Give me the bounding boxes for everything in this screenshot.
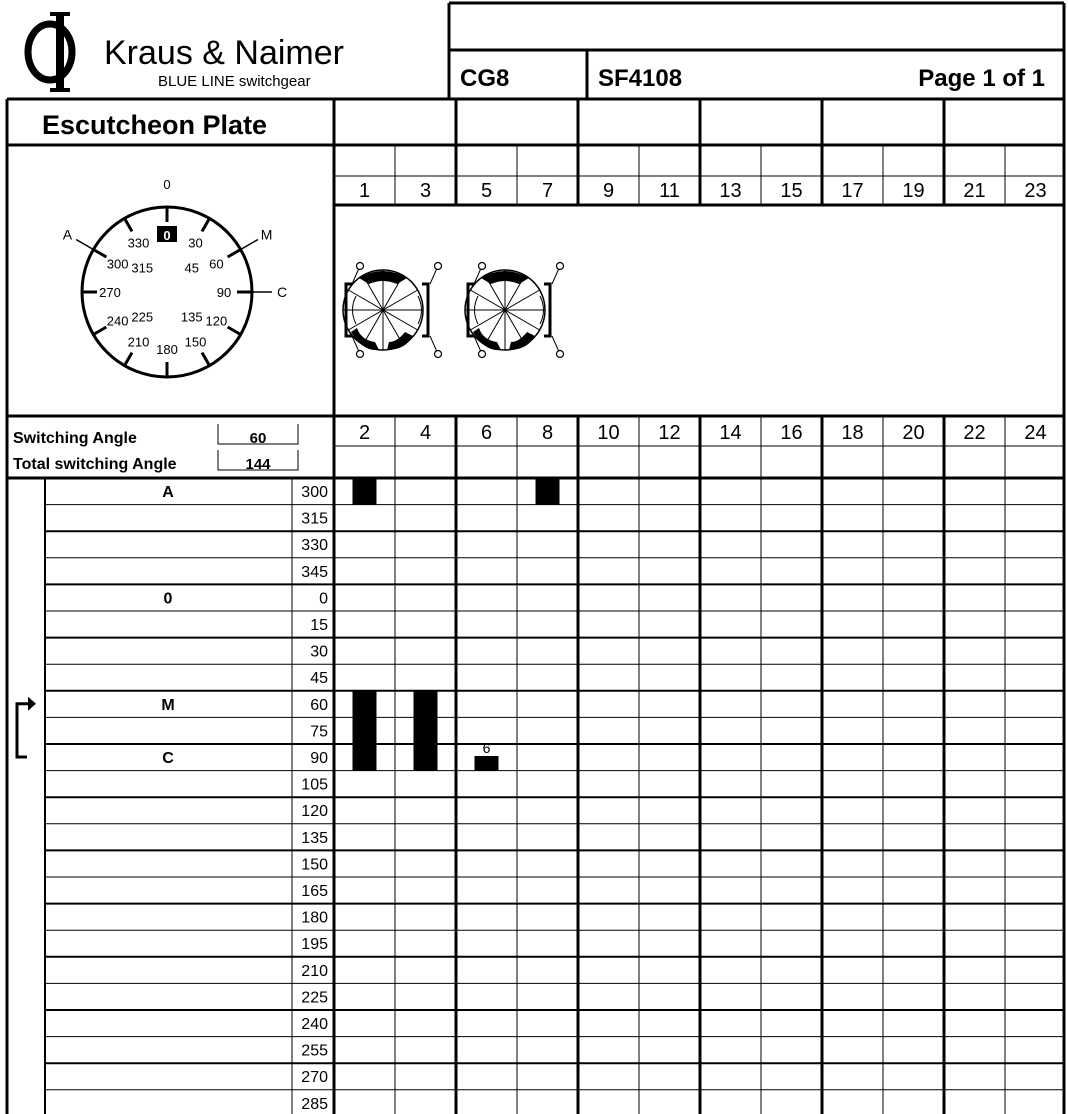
logo-phi-bottom-serif <box>50 88 70 92</box>
logo-phi-stem <box>56 12 64 92</box>
degree-value: 105 <box>301 776 328 794</box>
degree-value: 270 <box>301 1069 328 1087</box>
closed-contact-bar <box>414 691 438 771</box>
degree-value: 345 <box>301 563 328 581</box>
dial-tick <box>125 218 133 231</box>
dial-tick <box>202 353 210 366</box>
closure-label: 6 <box>482 740 491 756</box>
series-label: CG8 <box>460 65 510 92</box>
degree-mark-inner: 315 <box>131 260 154 276</box>
contact-number-top: 23 <box>1024 180 1047 202</box>
terminal <box>435 263 442 270</box>
degree-value: 90 <box>310 750 328 767</box>
terminal <box>479 351 486 358</box>
contact-number-bottom: 2 <box>358 422 371 444</box>
brand-tagline: BLUE LINE switchgear <box>158 73 311 90</box>
total-switching-angle-value: 144 <box>245 456 271 473</box>
brand-name: Kraus & Naimer <box>104 34 344 72</box>
degree-value: 240 <box>301 1016 328 1033</box>
escutcheon-dial <box>63 177 287 377</box>
degree-mark: 60 <box>209 256 224 272</box>
degree-mark: 0 <box>163 228 171 243</box>
position-rows <box>45 484 1064 1113</box>
grid-lines <box>7 3 1064 1114</box>
return-bracket <box>17 704 28 757</box>
dial-tick <box>93 327 106 335</box>
degree-mark-inner: 45 <box>184 260 199 276</box>
degree-mark: 90 <box>216 285 232 300</box>
position-name: M <box>161 696 175 714</box>
closed-contact-bar <box>353 478 377 505</box>
position-label: M <box>260 226 273 243</box>
contact-symbols <box>343 263 564 358</box>
switching-angle-value: 60 <box>249 430 267 447</box>
contact-number-bottom: 12 <box>658 422 681 444</box>
contact-number-bottom: 6 <box>480 422 493 444</box>
degree-value: 0 <box>319 590 328 608</box>
position-label: C <box>276 284 288 300</box>
dial-tick <box>202 218 210 231</box>
contact-numbers <box>359 180 1047 444</box>
dial-tick <box>125 353 133 366</box>
degree-value: 210 <box>301 962 328 980</box>
degree-value: 120 <box>301 803 328 821</box>
logo-phi-top-serif <box>50 12 70 16</box>
degree-value: 15 <box>310 617 328 634</box>
contact-number-bottom: 18 <box>841 422 864 444</box>
terminal <box>557 263 564 270</box>
degree-value: 45 <box>310 670 328 688</box>
page-indicator: Page 1 of 1 <box>918 65 1045 92</box>
degree-value: 75 <box>310 723 328 741</box>
degree-mark: 270 <box>99 285 121 300</box>
contact-number-top: 1 <box>358 180 371 202</box>
return-arrow <box>28 697 36 711</box>
degree-mark: 240 <box>106 313 129 329</box>
contact-number-top: 9 <box>602 180 615 202</box>
degree-value: 300 <box>301 484 328 501</box>
contact-number-top: 15 <box>780 180 803 202</box>
degree-value: 285 <box>301 1095 328 1113</box>
degree-mark-inner: 225 <box>131 309 154 325</box>
dial-tick <box>228 327 241 335</box>
part-number: SF4108 <box>598 65 683 92</box>
terminal <box>479 263 486 270</box>
degree-value: 255 <box>301 1042 328 1060</box>
closed-contact-bar <box>353 691 377 771</box>
contact-number-bottom: 8 <box>541 422 554 444</box>
terminal <box>357 263 364 270</box>
position-name: C <box>162 750 174 767</box>
terminal <box>435 351 442 358</box>
degree-value: 165 <box>301 883 328 900</box>
contact-number-bottom: 14 <box>719 422 742 444</box>
degree-mark: 120 <box>205 313 228 329</box>
switching-angle-label: Switching Angle <box>13 430 137 447</box>
logo-phi-ring <box>28 24 72 80</box>
cam-contact-symbol <box>343 263 442 358</box>
contact-number-top: 7 <box>541 180 554 202</box>
degree-value: 195 <box>301 936 328 954</box>
degree-value: 330 <box>301 537 328 555</box>
closed-contact-bar <box>536 478 560 505</box>
degree-mark-inner: 135 <box>180 309 203 325</box>
degree-value: 315 <box>301 510 328 528</box>
degree-mark: 30 <box>188 235 203 251</box>
dial-top-label: 0 <box>163 177 171 192</box>
degree-mark: 300 <box>106 256 129 272</box>
contact-number-top: 19 <box>902 180 925 202</box>
closed-contact-bar <box>475 756 499 771</box>
contact-number-top: 5 <box>480 180 493 202</box>
degree-mark: 150 <box>184 334 207 350</box>
degree-value: 150 <box>301 856 328 874</box>
degree-value: 60 <box>310 696 328 714</box>
contact-number-bottom: 16 <box>780 422 803 444</box>
contact-number-top: 21 <box>963 180 986 202</box>
contact-number-top: 17 <box>841 180 864 202</box>
brand-logo <box>28 12 72 92</box>
position-name: 0 <box>163 590 173 608</box>
degree-mark: 180 <box>156 342 178 357</box>
contact-number-top: 13 <box>719 180 742 202</box>
degree-value: 30 <box>310 643 328 661</box>
contact-number-top: 3 <box>419 180 432 202</box>
degree-value: 135 <box>301 829 328 847</box>
terminal <box>357 351 364 358</box>
contact-number-bottom: 20 <box>902 422 925 444</box>
contact-number-bottom: 10 <box>597 422 620 444</box>
spring-return-indicator <box>17 697 36 757</box>
position-name: A <box>162 484 174 501</box>
degree-mark: 330 <box>127 235 150 251</box>
section-title: Escutcheon Plate <box>42 110 268 140</box>
cam-contact-symbol <box>465 263 564 358</box>
total-switching-angle-label: Total switching Angle <box>13 456 177 473</box>
contact-number-top: 11 <box>659 180 680 202</box>
position-label: A <box>62 226 73 243</box>
contact-number-bottom: 24 <box>1024 422 1047 444</box>
contact-number-bottom: 22 <box>963 422 986 444</box>
terminal <box>557 351 564 358</box>
degree-value: 180 <box>301 909 328 927</box>
contact-number-bottom: 4 <box>419 422 432 444</box>
degree-value: 225 <box>301 989 328 1007</box>
degree-mark: 210 <box>127 334 150 350</box>
